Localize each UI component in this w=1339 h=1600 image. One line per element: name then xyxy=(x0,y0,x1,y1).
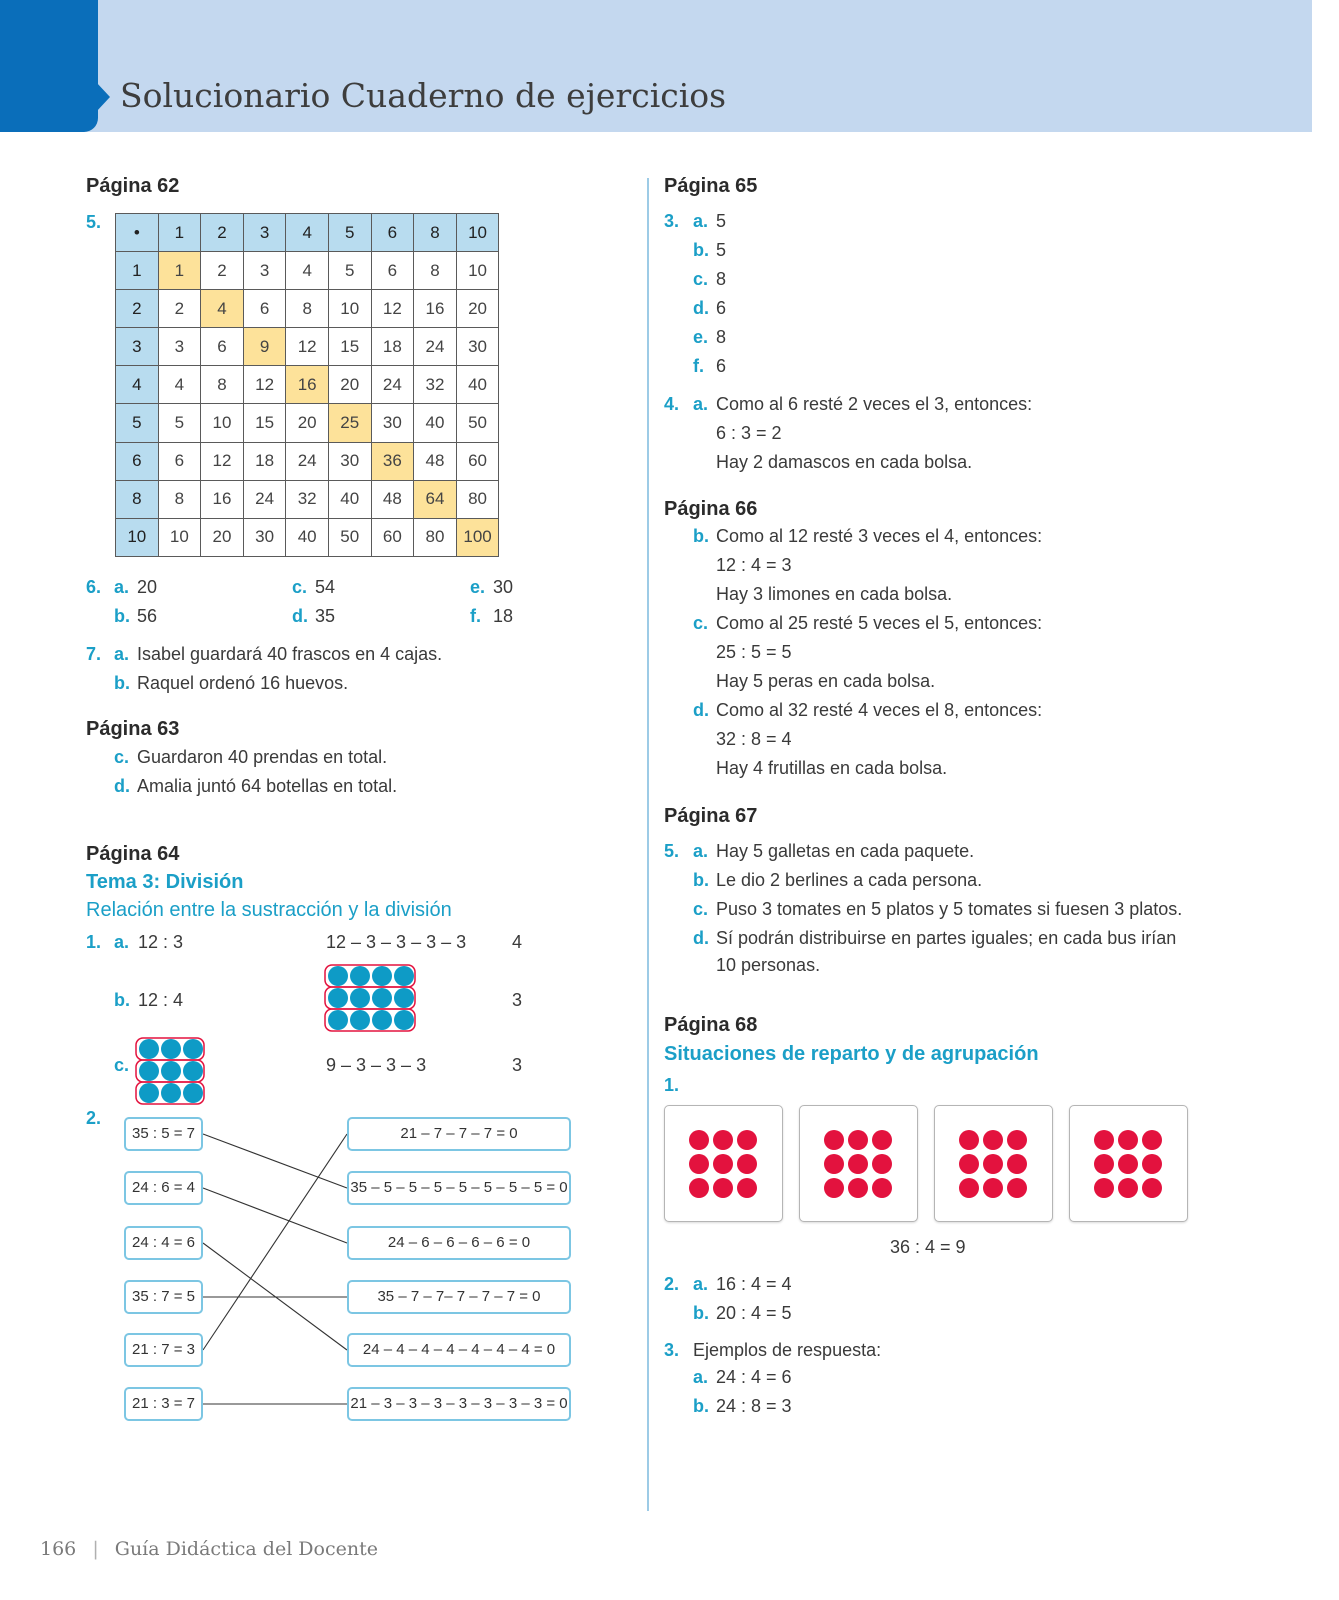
ex1-letter-c: c. xyxy=(114,1055,130,1075)
table-cell: 30 xyxy=(243,518,286,556)
red-counter xyxy=(1007,1154,1027,1174)
ex1-subtraction-c: 9 – 3 – 3 – 3 xyxy=(326,1055,427,1075)
red-counter xyxy=(872,1154,892,1174)
table-cell: 18 xyxy=(243,442,286,480)
ex7-letter-a: a. xyxy=(114,644,130,664)
p66-b-line2: 12 : 4 = 3 xyxy=(716,555,792,575)
match-line xyxy=(203,1188,347,1243)
ex1-letter-a: a. xyxy=(114,932,130,952)
p65-value-c: 8 xyxy=(716,269,727,289)
ex6-letter-f: f. xyxy=(470,606,481,626)
ex1-result-c: 3 xyxy=(512,1055,523,1075)
table-cell: 8 xyxy=(201,366,244,404)
table-cell: 20 xyxy=(456,290,499,328)
red-counter xyxy=(713,1130,733,1150)
red-counter xyxy=(848,1130,868,1150)
ex6-value-a: 20 xyxy=(137,577,158,597)
match-line xyxy=(203,1134,347,1188)
p67-answer-c: Puso 3 tomates en 5 platos y 5 tomates si fuesen 3 platos. xyxy=(716,899,1183,919)
red-counter xyxy=(824,1154,844,1174)
table-cell: 48 xyxy=(371,480,414,518)
exercise-5-label: 5. xyxy=(86,212,102,232)
red-counter xyxy=(1094,1154,1114,1174)
red-counter xyxy=(1007,1130,1027,1150)
p68-ex2-answer-b: 20 : 4 = 5 xyxy=(716,1303,792,1323)
table-cell: 32 xyxy=(414,366,457,404)
p65-letter-c: c. xyxy=(693,269,709,289)
exercise-1-label: 1. xyxy=(86,932,102,952)
ex1-expression-a: 12 : 3 xyxy=(138,932,184,952)
table-diagonal-cell: 4 xyxy=(201,290,244,328)
p66-b-line1: Como al 12 resté 3 veces el 4, entonces: xyxy=(716,526,1043,546)
red-counter xyxy=(824,1178,844,1198)
table-cell: 40 xyxy=(286,518,329,556)
p66-letter-b: b. xyxy=(693,526,709,546)
red-counter xyxy=(983,1154,1003,1174)
red-counter xyxy=(983,1130,1003,1150)
red-counter xyxy=(737,1130,757,1150)
p66-d-line1: Como al 32 resté 4 veces el 8, entonces: xyxy=(716,700,1043,720)
p65-letter-e: e. xyxy=(693,327,709,347)
p67-answer-d: Sí podrán distribuirse en partes iguales; en cada bus irían xyxy=(716,928,1177,948)
red-counter xyxy=(737,1178,757,1198)
table-cell: 30 xyxy=(328,442,371,480)
subtraction-expression-box: 35 – 7 – 7– 7 – 7 – 7 = 0 xyxy=(347,1280,571,1314)
match-line xyxy=(203,1134,347,1350)
exercise-7-label: 7. xyxy=(86,644,102,664)
p68-ex2-letter-a: a. xyxy=(693,1274,709,1294)
p68-exercise-2-label: 2. xyxy=(664,1274,680,1294)
red-counter xyxy=(1118,1178,1138,1198)
p66-b-line3: Hay 3 limones en cada bolsa. xyxy=(716,584,953,604)
table-cell: 6 xyxy=(158,442,201,480)
division-expression-box: 24 : 4 = 6 xyxy=(124,1226,203,1260)
group-box xyxy=(1069,1105,1188,1222)
division-expression-box: 35 : 7 = 5 xyxy=(124,1280,203,1314)
p67-letter-d: d. xyxy=(693,928,709,948)
red-counter xyxy=(959,1178,979,1198)
p66-c-line1: Como al 25 resté 5 veces el 5, entonces: xyxy=(716,613,1043,633)
table-diagonal-cell: 100 xyxy=(456,518,499,556)
p68-ex3-answer-b: 24 : 8 = 3 xyxy=(716,1396,792,1416)
ex6-letter-c: c. xyxy=(292,577,308,597)
red-counter xyxy=(1007,1178,1027,1198)
p66-d-line3: Hay 4 frutillas en cada bolsa. xyxy=(716,758,948,778)
p66-d-line2: 32 : 8 = 4 xyxy=(716,729,792,749)
group-box xyxy=(799,1105,918,1222)
ex6-value-b: 56 xyxy=(137,606,158,626)
table-cell: 4 xyxy=(286,252,329,290)
table-cell: 15 xyxy=(328,328,371,366)
p68-ex2-letter-b: b. xyxy=(693,1303,709,1323)
heading-pagina-65: Página 65 xyxy=(664,175,758,197)
table-cell: 8 xyxy=(158,480,201,518)
heading-pagina-62: Página 62 xyxy=(86,175,180,197)
table-cell: 50 xyxy=(456,404,499,442)
subtraction-expression-box: 35 – 5 – 5 – 5 – 5 – 5 – 5 – 5 = 0 xyxy=(347,1171,571,1205)
p67-letter-c: c. xyxy=(693,899,709,919)
red-counter xyxy=(848,1178,868,1198)
footer-separator: | xyxy=(92,1538,99,1560)
table-diagonal-cell: 9 xyxy=(243,328,286,366)
table-row-header: 5 xyxy=(116,404,159,442)
table-column-header: 3 xyxy=(243,214,286,252)
table-cell: 20 xyxy=(201,518,244,556)
table-column-header: 10 xyxy=(456,214,499,252)
subtraction-expression-box: 21 – 7 – 7 – 7 = 0 xyxy=(347,1117,571,1151)
ex1-letter-b: b. xyxy=(114,990,130,1010)
p66-c-line3: Hay 5 peras en cada bolsa. xyxy=(716,671,936,691)
table-cell: 8 xyxy=(414,252,457,290)
table-cell: 3 xyxy=(158,328,201,366)
red-counter xyxy=(713,1154,733,1174)
table-row-header: 4 xyxy=(116,366,159,404)
p68-equation: 36 : 4 = 9 xyxy=(890,1237,966,1257)
red-counter xyxy=(872,1178,892,1198)
ex7-answer-a: Isabel guardará 40 frascos en 4 cajas. xyxy=(137,644,443,664)
table-cell: 5 xyxy=(328,252,371,290)
red-counter xyxy=(1094,1130,1114,1150)
table-cell: 6 xyxy=(201,328,244,366)
p68-topic-title: Situaciones de reparto y de agrupación xyxy=(664,1043,1039,1065)
division-expression-box: 35 : 5 = 7 xyxy=(124,1117,203,1151)
p65-exercise-3-label: 3. xyxy=(664,211,680,231)
ex6-value-c: 54 xyxy=(315,577,336,597)
heading-pagina-64: Página 64 xyxy=(86,843,180,865)
subtraction-expression-box: 24 – 4 – 4 – 4 – 4 – 4 – 4 = 0 xyxy=(347,1333,571,1367)
table-corner-cell: • xyxy=(116,214,159,252)
ex6-letter-b: b. xyxy=(114,606,130,626)
red-counter xyxy=(1118,1130,1138,1150)
table-column-header: 4 xyxy=(286,214,329,252)
p68-ex3-letter-a: a. xyxy=(693,1367,709,1387)
ex1-result-a: 4 xyxy=(512,932,523,952)
p68-ex3-answer-a: 24 : 4 = 6 xyxy=(716,1367,792,1387)
red-counter xyxy=(872,1130,892,1150)
ex6-value-e: 30 xyxy=(493,577,514,597)
table-cell: 24 xyxy=(371,366,414,404)
red-counter xyxy=(713,1178,733,1198)
p63-answer-d: Amalia juntó 64 botellas en total. xyxy=(137,776,398,796)
division-expression-box: 21 : 7 = 3 xyxy=(124,1333,203,1367)
p65-value-b: 5 xyxy=(716,240,727,260)
table-cell: 40 xyxy=(456,366,499,404)
table-cell: 2 xyxy=(201,252,244,290)
table-cell: 6 xyxy=(243,290,286,328)
table-cell: 18 xyxy=(371,328,414,366)
ex6-letter-e: e. xyxy=(470,577,486,597)
p65-letter-b: b. xyxy=(693,240,709,260)
p67-answer-b: Le dio 2 berlines a cada persona. xyxy=(716,870,983,890)
ex7-letter-b: b. xyxy=(114,673,130,693)
p67-letter-a: a. xyxy=(693,841,709,861)
ex6-letter-a: a. xyxy=(114,577,130,597)
table-cell: 10 xyxy=(328,290,371,328)
p65-ex4-line1: Como al 6 resté 2 veces el 3, entonces: xyxy=(716,394,1033,414)
table-cell: 32 xyxy=(286,480,329,518)
table-cell: 40 xyxy=(328,480,371,518)
table-cell: 24 xyxy=(414,328,457,366)
p68-ex2-answer-a: 16 : 4 = 4 xyxy=(716,1274,792,1294)
red-counter xyxy=(959,1130,979,1150)
table-row-header: 1 xyxy=(116,252,159,290)
p66-letter-d: d. xyxy=(693,700,709,720)
table-cell: 30 xyxy=(371,404,414,442)
table-diagonal-cell: 36 xyxy=(371,442,414,480)
p63-answer-c: Guardaron 40 prendas en total. xyxy=(137,747,388,767)
red-counter xyxy=(848,1154,868,1174)
p67-exercise-5-label: 5. xyxy=(664,841,680,861)
p65-letter-a: a. xyxy=(693,211,709,231)
table-cell: 2 xyxy=(158,290,201,328)
page-title: Solucionario Cuaderno de ejercicios xyxy=(120,76,727,115)
table-row-header: 2 xyxy=(116,290,159,328)
table-cell: 8 xyxy=(286,290,329,328)
p65-exercise-4-label: 4. xyxy=(664,394,680,414)
ex6-value-d: 35 xyxy=(315,606,336,626)
table-cell: 12 xyxy=(201,442,244,480)
division-expression-box: 24 : 6 = 4 xyxy=(124,1171,203,1205)
table-cell: 50 xyxy=(328,518,371,556)
red-counter xyxy=(689,1154,709,1174)
table-cell: 20 xyxy=(328,366,371,404)
table-row-header: 6 xyxy=(116,442,159,480)
table-column-header: 8 xyxy=(414,214,457,252)
table-cell: 10 xyxy=(201,404,244,442)
p68-ex3-letter-b: b. xyxy=(693,1396,709,1416)
p68-ex3-intro: Ejemplos de respuesta: xyxy=(693,1340,882,1360)
red-counter xyxy=(1142,1130,1162,1150)
subtraction-expression-box: 24 – 6 – 6 – 6 – 6 = 0 xyxy=(347,1226,571,1260)
division-expression-box: 21 : 3 = 7 xyxy=(124,1387,203,1421)
table-cell: 80 xyxy=(456,480,499,518)
table-column-header: 5 xyxy=(328,214,371,252)
table-cell: 24 xyxy=(243,480,286,518)
p66-letter-c: c. xyxy=(693,613,709,633)
table-cell: 12 xyxy=(286,328,329,366)
table-row-header: 8 xyxy=(116,480,159,518)
red-counter xyxy=(689,1178,709,1198)
heading-pagina-67: Página 67 xyxy=(664,805,758,827)
p68-exercise-3-label: 3. xyxy=(664,1340,680,1360)
table-column-header: 1 xyxy=(158,214,201,252)
table-cell: 16 xyxy=(201,480,244,518)
red-counter xyxy=(689,1130,709,1150)
ex6-value-f: 18 xyxy=(493,606,514,626)
table-cell: 16 xyxy=(414,290,457,328)
heading-pagina-63: Página 63 xyxy=(86,718,180,740)
table-cell: 30 xyxy=(456,328,499,366)
table-column-header: 2 xyxy=(201,214,244,252)
table-cell: 48 xyxy=(414,442,457,480)
p63-letter-c: c. xyxy=(114,747,130,767)
red-counter xyxy=(737,1154,757,1174)
p63-letter-d: d. xyxy=(114,776,130,796)
table-cell: 12 xyxy=(371,290,414,328)
table-cell: 80 xyxy=(414,518,457,556)
table-row-header: 10 xyxy=(116,518,159,556)
table-diagonal-cell: 1 xyxy=(158,252,201,290)
p65-ex4-line2: 6 : 3 = 2 xyxy=(716,423,782,443)
p65-value-a: 5 xyxy=(716,211,727,231)
table-cell: 10 xyxy=(158,518,201,556)
table-cell: 20 xyxy=(286,404,329,442)
table-row-header: 3 xyxy=(116,328,159,366)
group-box xyxy=(934,1105,1053,1222)
exercise-6-label: 6. xyxy=(86,577,102,597)
subtraction-expression-box: 21 – 3 – 3 – 3 – 3 – 3 – 3 – 3 = 0 xyxy=(347,1387,571,1421)
table-diagonal-cell: 25 xyxy=(328,404,371,442)
table-cell: 15 xyxy=(243,404,286,442)
red-counter xyxy=(959,1154,979,1174)
table-cell: 12 xyxy=(243,366,286,404)
table-cell: 3 xyxy=(243,252,286,290)
p68-exercise-1-label: 1. xyxy=(664,1075,680,1095)
exercise-2-label: 2. xyxy=(86,1108,102,1128)
p67-letter-b: b. xyxy=(693,870,709,890)
ex1-result-b: 3 xyxy=(512,990,523,1010)
footer xyxy=(40,1538,378,1560)
table-cell: 6 xyxy=(371,252,414,290)
table-cell: 4 xyxy=(158,366,201,404)
table-diagonal-cell: 64 xyxy=(414,480,457,518)
table-cell: 60 xyxy=(371,518,414,556)
table-diagonal-cell: 16 xyxy=(286,366,329,404)
p65-value-e: 8 xyxy=(716,327,727,347)
table-cell: 5 xyxy=(158,404,201,442)
table-column-header: 6 xyxy=(371,214,414,252)
table-cell: 24 xyxy=(286,442,329,480)
p67-answer-d-cont: 10 personas. xyxy=(716,955,821,975)
group-box xyxy=(664,1105,783,1222)
ex1-subtraction-a: 12 – 3 – 3 – 3 – 3 xyxy=(326,932,467,952)
p66-c-line2: 25 : 5 = 5 xyxy=(716,642,792,662)
p67-answer-a: Hay 5 galletas en cada paquete. xyxy=(716,841,975,861)
subtopic-title: Relación entre la sustracción y la división xyxy=(86,899,452,921)
table-cell: 10 xyxy=(456,252,499,290)
red-counter xyxy=(1142,1178,1162,1198)
red-counter xyxy=(983,1178,1003,1198)
p65-letter-d: d. xyxy=(693,298,709,318)
p65-letter-f: f. xyxy=(693,356,704,376)
red-counter xyxy=(1142,1154,1162,1174)
table-cell: 40 xyxy=(414,404,457,442)
ex7-answer-b: Raquel ordenó 16 huevos. xyxy=(137,673,349,693)
footer-book-title: Guía Didáctica del Docente xyxy=(114,1538,378,1560)
column-divider xyxy=(647,178,649,1511)
p65-ex4-letter-a: a. xyxy=(693,394,709,414)
ex1-expression-b: 12 : 4 xyxy=(138,990,184,1010)
red-counter xyxy=(1094,1178,1114,1198)
table-cell: 60 xyxy=(456,442,499,480)
heading-pagina-66: Página 66 xyxy=(664,498,758,520)
topic-title: Tema 3: División xyxy=(86,871,244,893)
heading-pagina-68: Página 68 xyxy=(664,1014,758,1036)
ex6-letter-d: d. xyxy=(292,606,308,626)
p65-value-f: 6 xyxy=(716,356,727,376)
red-counter xyxy=(824,1130,844,1150)
red-counter xyxy=(1118,1154,1138,1174)
p65-ex4-line3: Hay 2 damascos en cada bolsa. xyxy=(716,452,973,472)
p65-value-d: 6 xyxy=(716,298,727,318)
footer-page-number: 166 xyxy=(40,1538,77,1560)
